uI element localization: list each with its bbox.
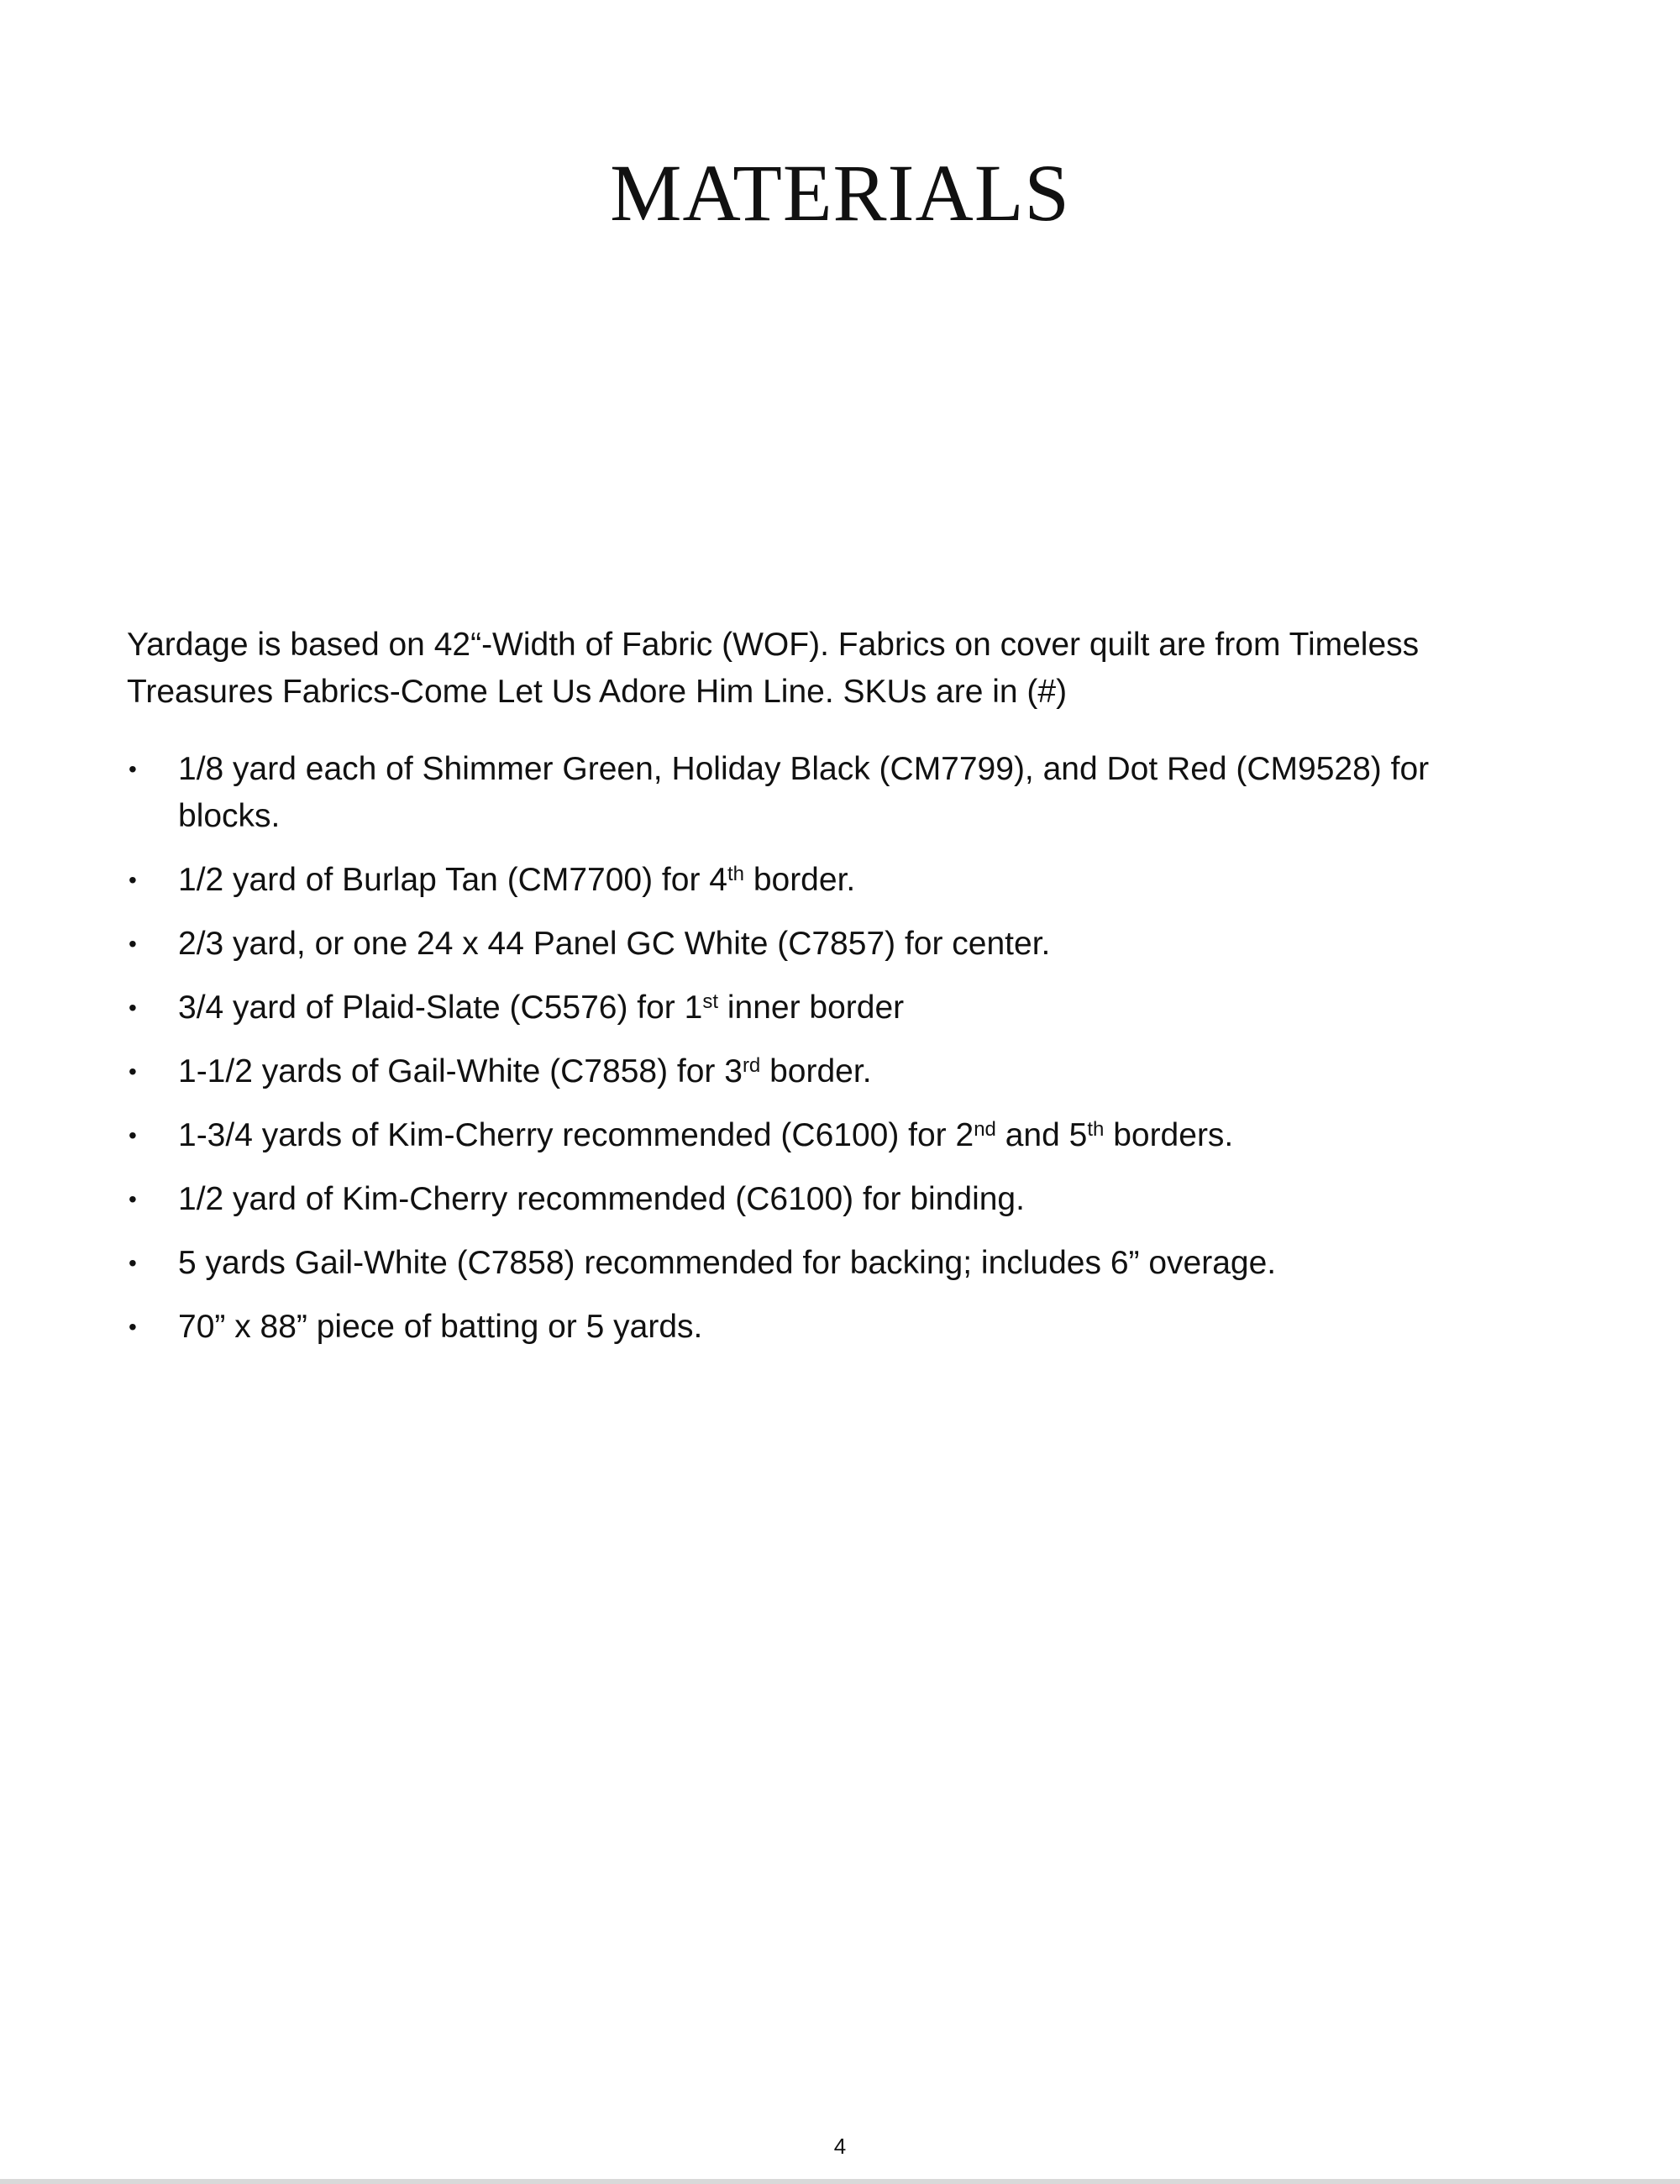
list-item-text-part: 1-1/2 yards of Gail-White (C7858) for 3 [178,1053,743,1089]
list-item [127,1304,1521,1351]
list-item [127,857,1521,904]
materials-list [127,746,1521,1368]
list-item-text [178,1048,1521,1095]
bullet-icon: • [129,1058,137,1084]
bullet-icon: • [129,867,137,893]
ordinal-suffix: nd [974,1118,996,1141]
list-item-text [178,857,1521,904]
ordinal-suffix: st [702,990,718,1013]
list-item-text-part: borders. [1104,1117,1234,1153]
ordinal-suffix: th [727,863,744,885]
bullet-icon: • [129,995,137,1021]
page-bottom-rule [0,2179,1680,2184]
bullet-icon: • [129,1314,137,1340]
bullet-icon: • [129,756,137,782]
list-item-text [178,1112,1521,1159]
list-item [127,984,1521,1032]
ordinal-suffix: th [1087,1118,1105,1141]
ordinal-suffix: rd [742,1054,761,1077]
list-item-text: 1/2 yard of Kim-Cherry recommended (C6100) for binding. [178,1181,1025,1217]
list-item [127,1112,1521,1159]
list-item-text-part: border. [743,862,856,898]
intro-paragraph: Yardage is based on 42“-Width of Fabric (WOF). Fabrics on cover quilt are from Timeless Treasures Fabrics-Come Let Us Adore Him Line. SKUs are in (#) [127,627,1420,710]
list-item-text-part: and 5 [995,1117,1088,1153]
list-item [127,1048,1521,1095]
list-item-text: 2/3 yard, or one 24 x 44 Panel GC White (C7857) for center. [178,926,1051,962]
page-number: 4 [833,2134,847,2159]
bullet-icon: • [129,931,137,957]
list-item-text [178,984,1521,1032]
bullet-icon: • [129,1250,137,1276]
list-item-text-part: 1-3/4 yards of Kim-Cherry recommended (C6100) for 2 [178,1117,974,1153]
list-item-text-part: inner border [718,990,905,1026]
list-item-text: 1/8 yard each of Shimmer Green, Holiday Black (CM7799), and Dot Red (CM9528) for blocks. [178,751,1430,834]
bullet-icon: • [129,1122,137,1148]
list-item [127,1176,1521,1223]
list-item [127,1240,1521,1287]
bullet-icon: • [129,1186,137,1212]
list-item-text: 5 yards Gail-White (C7858) recommended for backing; includes 6” overage. [178,1245,1277,1281]
list-item-text-part: border. [760,1053,872,1089]
list-item-text: 70” x 88” piece of batting or 5 yards. [178,1309,703,1345]
list-item [127,921,1521,968]
list-item-text-part: 3/4 yard of Plaid-Slate (C5576) for 1 [178,990,703,1026]
list-item-text-part: 1/2 yard of Burlap Tan (CM7700) for 4 [178,862,727,898]
list-item [127,746,1521,840]
page-title: MATERIALS [610,148,1070,238]
